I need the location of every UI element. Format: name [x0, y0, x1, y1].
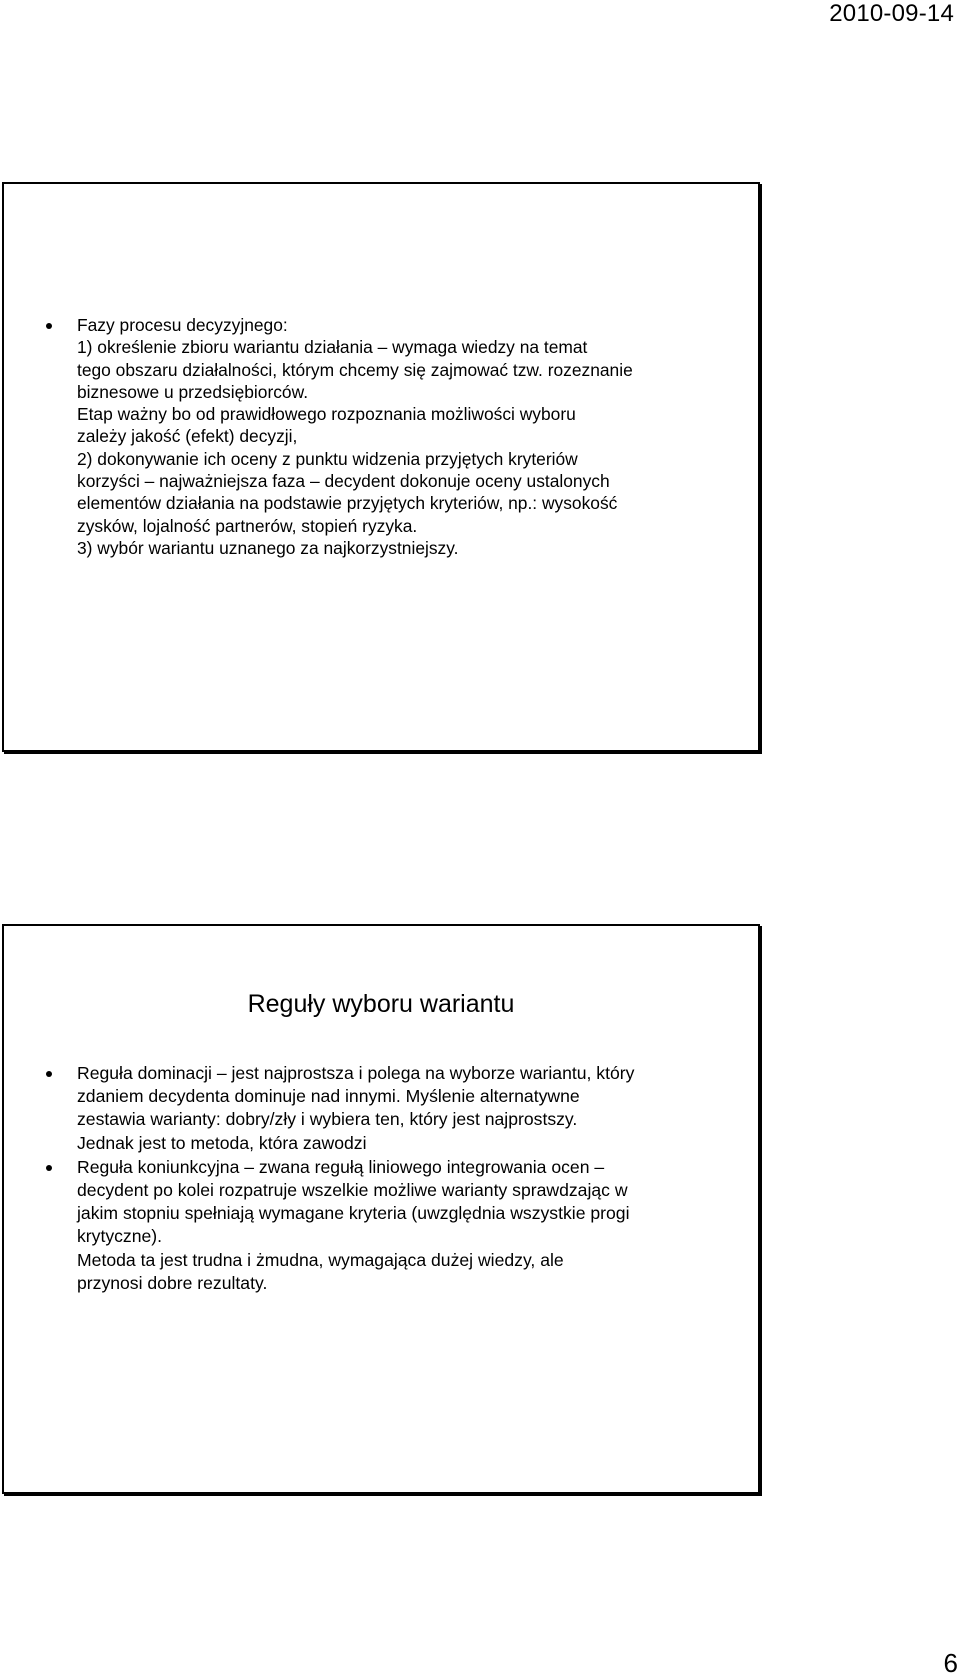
- bullet-line: krytyczne).: [77, 1226, 163, 1247]
- bullet-line: Reguła koniunkcyjna – zwana regułą liniowego integrowania ocen –: [77, 1156, 605, 1177]
- bullet-item-conjunctive-rule: [4, 1156, 758, 1295]
- bullet-line: 3) wybór wariantu uznanego za najkorzystniejszy.: [77, 537, 459, 558]
- bullet-list: [4, 1062, 758, 1295]
- bullet-line: zależy jakość (efekt) decyzji,: [77, 426, 298, 447]
- bullet-line: decydent po kolei rozpatruje wszelkie możliwe warianty sprawdzając w: [77, 1180, 628, 1201]
- bullet-dot-icon: [46, 323, 52, 329]
- page-number: 6: [943, 1648, 958, 1678]
- bullet-line: Metoda ta jest trudna i żmudna, wymagająca dużej wiedzy, ale: [77, 1249, 564, 1270]
- bullet-line: Fazy procesu decyzyjnego:: [77, 315, 288, 335]
- bullet-line: biznesowe u przedsiębiorców.: [77, 381, 309, 402]
- bullet-line: tego obszaru działalności, którym chcemy się zajmować tzw. rozeznanie: [77, 359, 633, 380]
- bullet-list: [4, 314, 758, 559]
- bullet-dot-icon: [46, 1165, 52, 1171]
- slide-decision-phases: [2, 182, 760, 752]
- bullet-line: zysków, lojalność partnerów, stopień ryzyka.: [77, 515, 418, 536]
- bullet-line: Reguła dominacji – jest najprostsza i polega na wyborze wariantu, który: [77, 1063, 635, 1083]
- bullet-line: 1) określenie zbioru wariantu działania – wymaga wiedzy na temat: [77, 337, 588, 358]
- bullet-line: korzyści – najważniejsza faza – decydent dokonuje oceny ustalonych: [77, 471, 610, 492]
- bullet-line: 2) dokonywanie ich oceny z punktu widzenia przyjętych kryteriów: [77, 448, 578, 469]
- bullet-line: Etap ważny bo od prawidłowego rozpoznania możliwości wyboru: [77, 404, 576, 425]
- bullet-line: przynosi dobre rezultaty.: [77, 1272, 268, 1293]
- bullet-line: elementów działania na podstawie przyjętych kryteriów, np.: wysokość: [77, 493, 618, 514]
- bullet-line: Jednak jest to metoda, która zawodzi: [77, 1132, 367, 1153]
- bullet-item-decision-phases: [4, 314, 758, 559]
- bullet-line: jakim stopniu spełniają wymagane kryteria (uwzględnia wszystkie progi: [77, 1203, 630, 1224]
- bullet-line: zdaniem decydenta dominuje nad innymi. Myślenie alternatywne: [77, 1086, 580, 1107]
- bullet-line: zestawia warianty: dobry/zły i wybiera ten, który jest najprostszy.: [77, 1109, 578, 1130]
- bullet-dot-icon: [46, 1071, 52, 1077]
- slide-selection-rules: [2, 924, 760, 1494]
- page-date: 2010-09-14: [829, 0, 954, 27]
- slide-title: Reguły wyboru wariantu: [247, 990, 515, 1018]
- bullet-item-dominance-rule: [4, 1062, 758, 1155]
